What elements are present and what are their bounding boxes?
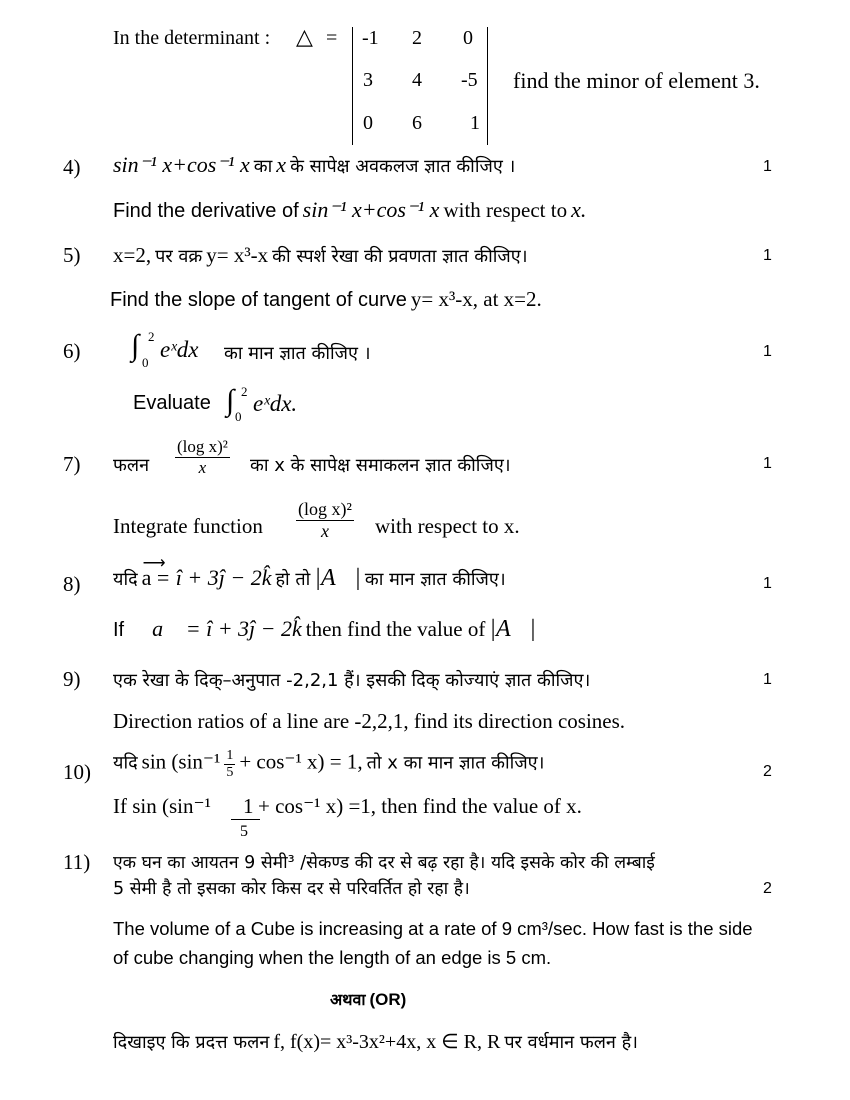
q8-english-line	[113, 616, 536, 643]
fraction-numerator: (log x)²	[177, 437, 228, 456]
marks: 2	[763, 763, 772, 780]
q5-en-math: y= x³-x, at x=2.	[410, 287, 542, 311]
q5-hi-text1: पर वक्र	[155, 246, 203, 267]
q11-alt-math: f, f(x)= x³-3x²+4x, x ∈ R, R	[273, 1031, 501, 1053]
q11-alt-tail: पर वर्धमान फलन है।	[504, 1032, 639, 1053]
question-number: 6)	[63, 339, 81, 363]
q8-hindi-line	[113, 555, 506, 592]
q5-en-text: Find the slope of tangent of curve	[110, 289, 407, 311]
matrix-cell: 3	[363, 69, 373, 91]
matrix-cell: 1	[470, 112, 480, 134]
q7-en-tail: with respect to x.	[375, 514, 520, 538]
integral-sign: ∫	[226, 384, 235, 417]
q4-english-line	[113, 197, 586, 223]
q10-hi-math-b: + cos⁻¹ x) = 1,	[239, 749, 363, 774]
q10-en-num: 1	[243, 794, 254, 818]
integral-lower-limit: 0	[142, 355, 149, 370]
q10-en-den: 5	[240, 823, 248, 840]
q5-hindi-line	[113, 243, 528, 268]
q8-hi-mid: हो तो	[275, 569, 311, 590]
q4-en-text: Find the derivative of	[113, 200, 299, 222]
fraction-numerator: (log x)²	[298, 499, 352, 519]
q6-en-text: Evaluate	[133, 392, 211, 414]
q4-en-var: x.	[571, 197, 587, 222]
q8-en-tail: then find the value of	[305, 617, 486, 641]
q8-hi-pre: यदि	[113, 569, 138, 590]
fraction-numerator: 1	[224, 748, 235, 765]
q11-alt-line	[113, 1029, 638, 1054]
q10-en-b: + cos⁻¹ x) =1, then find the value of x.	[258, 794, 582, 818]
q11-en-line2: of cube changing when the length of an edge is 5 cm.	[113, 947, 552, 968]
matrix-cell: 6	[412, 112, 422, 134]
question-number: 4)	[63, 155, 81, 179]
q10-hindi-line	[113, 748, 544, 781]
q11-en-line1: The volume of a Cube is increasing at a rate of 9 cm³/sec. How fast is the side	[113, 918, 753, 939]
q8-en-pre: If	[113, 619, 125, 641]
q5-hi-pre: x=2,	[113, 243, 152, 267]
question-number: 5)	[63, 243, 81, 267]
fraction-denominator: 5	[226, 765, 234, 781]
q5-hi-text2: की स्पर्श रेखा की प्रवणता ज्ञात कीजिए।	[272, 246, 528, 267]
vector-a-letter: a	[141, 565, 152, 590]
q4-hi-text: के सापेक्ष अवकलज ज्ञात कीजिए ।	[290, 156, 516, 177]
q7-en-pre: Integrate function	[113, 514, 263, 538]
q8-hi-text: का मान ज्ञात कीजिए।	[364, 569, 506, 590]
integral-sign: ∫	[131, 329, 140, 362]
q3-equals: =	[326, 27, 338, 49]
q4-en-tail: with respect to	[443, 198, 568, 222]
q3-intro: In the determinant :	[113, 27, 271, 49]
or-separator	[330, 988, 406, 1010]
integral-upper-limit: 2	[241, 384, 248, 399]
matrix-cell: -5	[461, 69, 478, 91]
q11-alt-pre: दिखाइए कि प्रदत्त फलन	[113, 1032, 270, 1053]
q7-hi-text: का x के सापेक्ष समाकलन ज्ञात कीजिए।	[250, 455, 511, 476]
question-number: 11)	[63, 850, 91, 874]
matrix-cell: 0	[363, 112, 373, 134]
question-number: 7)	[63, 452, 81, 476]
fraction-denominator: x	[320, 520, 329, 541]
q4-hi-mid: का	[253, 156, 273, 177]
question-number: 8)	[63, 572, 81, 596]
or-hindi: अथवा	[330, 990, 366, 1009]
q8-hi-math: = î + 3ĵ − 2k̂	[155, 565, 272, 590]
q6-integrand: eˣdx	[160, 337, 199, 362]
marks: 1	[763, 158, 772, 175]
matrix-cell: -1	[362, 27, 379, 49]
delta-symbol: △	[296, 24, 313, 49]
marks: 1	[763, 671, 772, 688]
q10-hi-text: तो x का मान ज्ञात कीजिए।	[366, 752, 545, 774]
question-number: 9)	[63, 667, 81, 691]
matrix-cell: 2	[412, 27, 422, 49]
q11-hi-line2: 5 सेमी है तो इसका कोर किस दर से परिवर्तित हो रहा है।	[113, 879, 470, 899]
vector-arrow-icon: ⟶	[142, 555, 166, 572]
fraction-denominator: x	[198, 457, 207, 477]
q10-hi-pre: यदि	[113, 752, 138, 774]
q7-fraction	[296, 499, 354, 541]
marks: 1	[763, 455, 772, 472]
q11-hi-line1: एक घन का आयतन 9 सेमी³ /सेकण्ड की दर से बढ़ रहा है। यदि इसके कोर की लम्बाई	[113, 853, 655, 873]
q7-hi-pre: फलन	[113, 455, 150, 476]
integral-lower-limit: 0	[235, 409, 242, 424]
determinant-right-bar	[487, 27, 488, 145]
marks: 1	[763, 343, 772, 360]
q5-english-line	[110, 287, 542, 312]
q4-hi-var: x	[276, 152, 287, 177]
determinant-left-bar	[352, 27, 353, 145]
q6-en-integrand: eˣdx.	[253, 391, 298, 416]
marks: 1	[763, 247, 772, 264]
q4-en-math: sin⁻¹ x+cos⁻¹ x	[302, 197, 440, 222]
marks: 1	[763, 575, 772, 592]
integral-upper-limit: 2	[148, 329, 155, 344]
q4-hi-math: sin⁻¹ x+cos⁻¹ x	[113, 152, 250, 177]
q9-hi-text: एक रेखा के दिक्–अनुपात -2,2,1 हैं। इसकी दिक् कोज्याएं ज्ञात कीजिए।	[113, 670, 591, 691]
q10-hi-math-a: sin (sin⁻¹	[141, 749, 221, 774]
q10-fraction	[224, 748, 235, 781]
q3-tail: find the minor of element 3.	[513, 68, 760, 93]
q8-en-abs: |A⃗|	[489, 616, 536, 642]
q4-hindi-line	[113, 152, 515, 178]
vector-a	[141, 555, 166, 591]
q10-en-a: If sin (sin⁻¹	[113, 794, 211, 818]
matrix-cell: 0	[463, 27, 473, 49]
q5-hi-math: y= x³-x	[206, 243, 269, 267]
question-number: 10)	[63, 760, 91, 784]
matrix-cell: 4	[412, 69, 422, 91]
q8-hi-abs: |A⃗|	[314, 565, 361, 591]
q8-en-math: a⃗ = î + 3ĵ − 2k̂	[152, 616, 302, 641]
q9-en-text: Direction ratios of a line are -2,2,1, find its direction cosines.	[113, 709, 626, 733]
q6-hi-text: का मान ज्ञात कीजिए ।	[224, 343, 371, 364]
or-english: (OR)	[369, 990, 407, 1009]
fraction-bar	[231, 819, 260, 820]
marks: 2	[763, 880, 772, 897]
q7-fraction	[175, 437, 230, 477]
